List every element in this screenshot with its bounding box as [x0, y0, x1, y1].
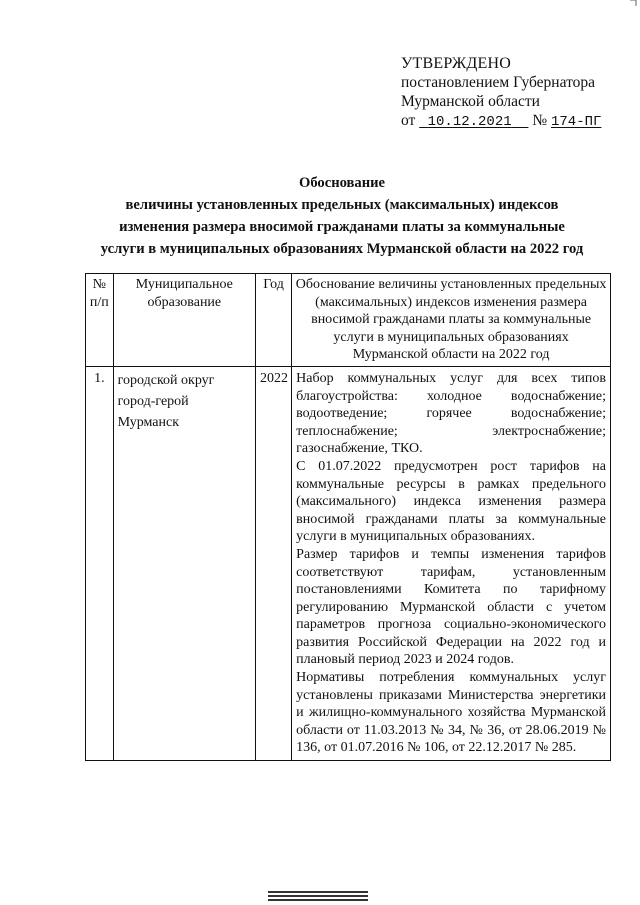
title-line-3: изменения размера вносимой гражданами платы за коммунальные: [119, 219, 565, 235]
justification-table: [85, 273, 611, 761]
title-line-2: величины установленных предельных (максимальных) индексов: [125, 197, 559, 213]
header-justification: Обоснование величины установленных предельных (максимальных) индексов изменения размера вносимой гражданами платы за коммунальные услуги в муниципальных образованиях Мурманской области на 2022 год: [292, 274, 611, 367]
header-year: Год: [256, 274, 292, 367]
row-justification: [292, 366, 611, 760]
title-line-4: услуги в муниципальных образованиях Мурманской области на 2022 год: [100, 241, 584, 257]
row-municipality: [113, 366, 255, 760]
justification-paragraph-2: С 01.07.2022 предусмотрен рост тарифов на коммунальные ресурсы в рамках предельного (максимального) индекса изменения размера вносимой гражданами платы за коммунальные услуги в муниципальных образованиях.: [296, 458, 606, 545]
approval-line-1: постановлением Губернатора: [401, 74, 596, 91]
row-num: 1.: [86, 366, 114, 760]
municipality-line-1: городской округ: [117, 372, 215, 388]
date-prefix: от: [401, 112, 416, 129]
approval-number: 174-ПГ: [550, 114, 602, 130]
justification-paragraph-4: Нормативы потребления коммунальных услуг установлены приказами Министерства энергетики и жилищно-коммунального хозяйства Мурманской области от 11.03.2013 № 34, № 36, от 28.06.2019 № 136, от 01.07.2016 № 106, от 22.12.2017 № 285.: [296, 670, 606, 756]
title-line-1: Обоснование: [298, 175, 386, 191]
approval-heading: УТВЕРЖДЕНО: [401, 55, 512, 72]
number-prefix: №: [532, 112, 548, 129]
header-municipality: Муниципальное образование: [113, 274, 255, 367]
municipality-line-2: город-герой: [117, 393, 189, 409]
approval-line-2: Мурманской области: [401, 93, 540, 110]
justification-paragraph-1: Набор коммунальных услуг для всех типов благоустройства: холодное водоснабжение; водоотведение; горячее водоснабжение; теплоснабжение; электроснабжение; газоснабжение, ТКО.: [296, 370, 606, 457]
corner-mark-icon: [628, 0, 638, 10]
row-year: 2022: [256, 366, 292, 760]
document-title: [60, 172, 624, 260]
approval-date-line: [401, 111, 621, 132]
approval-date: 10.12.2021: [427, 114, 512, 130]
table-row: [86, 366, 611, 760]
bottom-stamp-mark: [268, 891, 368, 905]
header-num: № п/п: [86, 274, 114, 367]
approval-block: [401, 54, 621, 132]
justification-paragraph-3: Размер тарифов и темпы изменения тарифов соответствуют тарифам, установленным постановлениями Комитета по тарифному регулированию Мурманской области с учетом параметров прогноза социально-экономического развития Российской Федерации на 2022 год и плановый период 2023 и 2024 годов.: [296, 546, 606, 668]
table-header-row: [86, 274, 611, 367]
municipality-line-3: Мурманск: [117, 414, 179, 430]
